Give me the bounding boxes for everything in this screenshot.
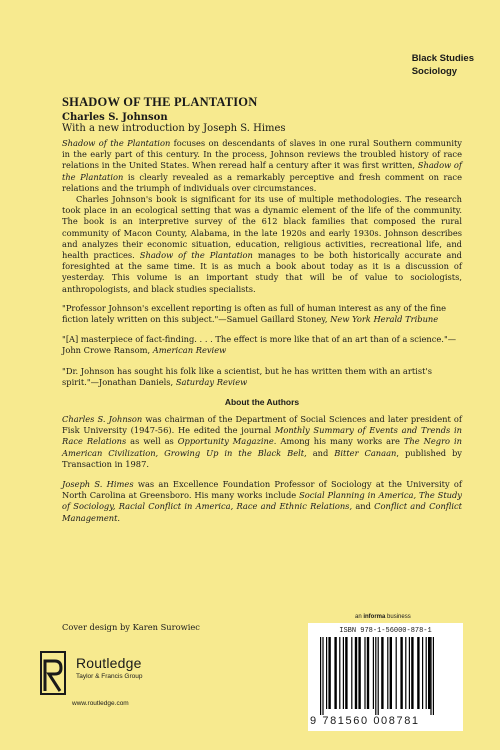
barcode-bar [422, 637, 423, 709]
subject-black-studies: Black Studies [411, 53, 474, 64]
about-authors-heading: About the Authors [224, 397, 300, 408]
subject-categories [412, 52, 474, 78]
ean-digits: 9 781560 008781 [310, 715, 420, 727]
barcode-bar [343, 637, 344, 709]
publisher-group: Taylor & Francis Group [76, 673, 143, 680]
barcode-bar [430, 637, 431, 715]
quote-source: American Review [152, 345, 227, 356]
barcode-bar [358, 637, 360, 709]
barcode-bar [426, 637, 427, 709]
description-paragraph-1: Shadow of the Plantation focuses on descendants of slaves in one rural Southern community in the early part of this century. In the process, Johnson reviews the troubled history of race relations in the United States. When reread half a century after it was first written, Shadow of the Plantation is clearly revealed as a remarkably perceptive and fresh comment on race relations and the triumph of individuals over circumstances. [62, 138, 462, 193]
barcode-bar [378, 637, 379, 715]
barcode-bar [405, 637, 406, 709]
barcode-bar [364, 637, 365, 709]
barcode-bar [345, 637, 347, 709]
barcode-bar [367, 637, 369, 709]
barcode-bar [355, 637, 357, 709]
barcode-bar [409, 637, 410, 709]
informa-tagline: an informa business [355, 614, 411, 620]
cover-design-credit: Cover design by Karen Surowiec [62, 622, 200, 632]
introduction-credit: With a new introduction by Joseph S. Himes [62, 123, 286, 134]
barcode-bar [428, 637, 430, 709]
book-title-italic: Shadow of the Plantation [139, 250, 253, 261]
main-text-column [62, 95, 462, 533]
barcode-bar [417, 637, 419, 709]
bio-charles-johnson: Charles S. Johnson was chairman of the Department of Social Sciences and later president of Fisk University (1947-56). He edited the journal Monthly Summary of Events and Trends in Race Relations as well as Opportunity Magazine. Among his many works are The Negro in American Civilization, Growing Up in the Black Belt, and Bitter Canaan, published by Transaction in 1987. [62, 414, 462, 469]
quote-source: Saturday Review [175, 376, 248, 387]
review-quote: "Professor Johnson's excellent reporting is often as full of human interest as any of the fine fiction lately written on this subject."—Samuel Gaillard Stoney, New York Herald Tribune [62, 302, 447, 325]
barcode-bar [390, 637, 392, 709]
review-quote: "Dr. Johnson has sought his folk like a scientist, but he has written them with an artist's spirit."—Jonathan Daniels, Saturday Review [62, 365, 432, 387]
barcode-bar [396, 637, 397, 709]
barcode-bar [334, 637, 336, 709]
barcode-bar [322, 637, 323, 715]
barcode-bar [373, 637, 374, 709]
book-title-italic: Shadow of the Plantation [62, 160, 462, 182]
isbn-barcode [308, 623, 463, 731]
subject-sociology: Sociology [411, 66, 458, 77]
publisher-website: www.routledge.com [72, 700, 129, 707]
description-paragraph-2: Charles Johnson's book is significant for its use of multiple methodologies. The research took place in an ecological setting that was a dynamic element of the life of the community. The book is an interpretive survey of the 612 black families that composed the rural community of Macon County, Alabama, in the late 1920s and early 1930s. Johnson describes and analyzes their economic situation, education, religious activities, recreational life, and health practices. Shadow of the Plantation manages to be both historically accurate and foresighted at the same time. It is as much a book about today as it is a discussion of yesterday. This volume is an important study that will be of value to sociologists, anthropologists, and black studies specialists. [62, 194, 462, 294]
review-quotes [62, 303, 462, 388]
book-title-italic: Shadow of the Plantation [62, 138, 171, 148]
author-name: Charles S. Johnson [62, 112, 168, 123]
isbn-label: ISBN 978-1-56000-878-1 [339, 627, 432, 635]
quote-source: New York Herald Tribune [330, 314, 439, 325]
barcode-bar [387, 637, 388, 709]
bio-joseph-himes: Joseph S. Himes was an Excellence Foundation Professor of Sociology at the University of North Carolina at Greensboro. His many works include Social Planning in America, The Study of Sociology, Racial Conflict in America, Race and Ethnic Relations, and Conflict and Conflict Management. [62, 479, 462, 523]
barcode-bar [328, 637, 330, 709]
barcode-bar [320, 637, 321, 715]
routledge-r-icon [40, 651, 66, 697]
book-title: SHADOW OF THE PLANTATION [62, 95, 258, 109]
publisher-name: Routledge [76, 655, 142, 671]
barcode-bar [375, 637, 376, 715]
barcode-bars [320, 637, 452, 717]
barcode-bar [381, 637, 383, 709]
barcode-bar [351, 637, 352, 709]
description [62, 138, 462, 295]
barcode-bar [411, 637, 413, 709]
review-quote: "[A] masterpiece of fact-finding. . . . The effect is more like that of an art than of a science."—John Crowe Ransom, American Review [62, 334, 457, 356]
barcode-bar [433, 637, 434, 715]
barcode-bar [400, 637, 402, 709]
barcode-bar [339, 637, 340, 709]
barcode-bar [326, 637, 327, 709]
